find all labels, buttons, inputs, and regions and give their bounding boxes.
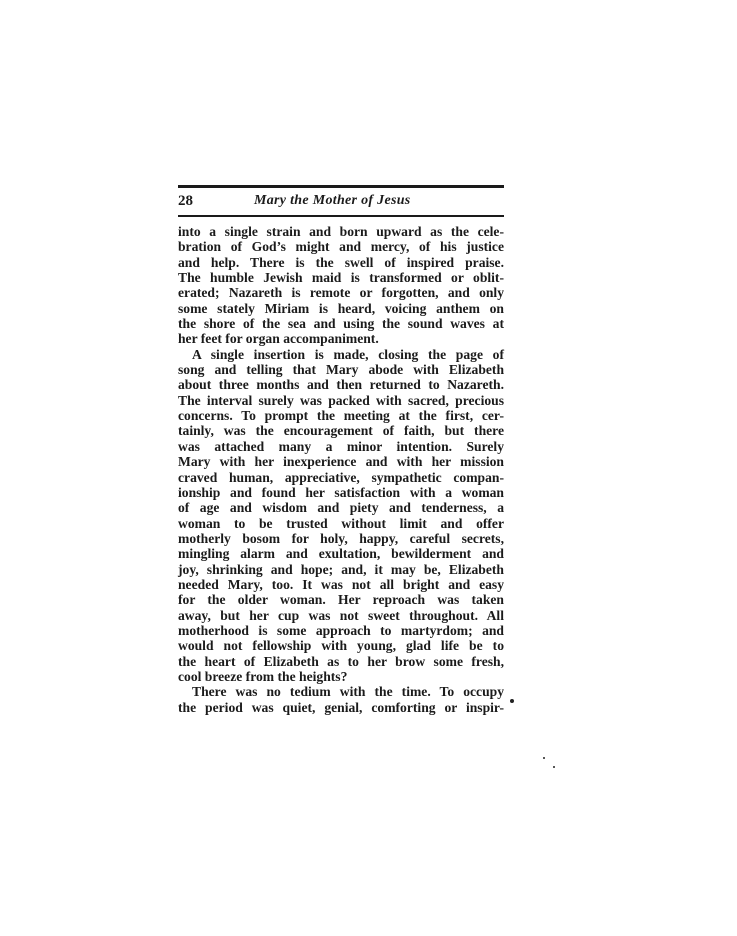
text-line: about three months and then returned to Nazareth. [178, 377, 504, 393]
text-line: joy, shrinking and hope; and, it may be, Elizabeth [178, 561, 504, 577]
text-line: woman to be trusted without limit and offer [178, 515, 504, 531]
text-line: song and telling that Mary abode with Elizabeth [178, 362, 504, 378]
page-number: 28 [178, 193, 193, 209]
text-line: motherly bosom for holy, happy, careful secrets, [178, 530, 504, 546]
text-line: erated; Nazareth is remote or forgotten, and only [178, 285, 504, 301]
page-header [178, 190, 504, 212]
text-line: A single insertion is made, closing the page of [192, 346, 504, 362]
text-line: cool breeze from the heights? [178, 668, 348, 684]
text-line: some stately Miriam is heard, voicing anthem on [178, 300, 504, 316]
scan-speck [543, 757, 545, 759]
text-line: ionship and found her satisfaction with a woman [178, 484, 504, 500]
text-line: for the older woman. Her reproach was taken [178, 592, 504, 608]
scan-speck [510, 699, 514, 703]
text-line: Mary with her inexperience and with her mission [178, 454, 504, 470]
body-text [178, 224, 504, 715]
text-line: away, but her cup was not sweet throughout. All [178, 607, 504, 623]
text-line: and help. There is the swell of inspired praise. [178, 254, 504, 270]
text-line: motherhood is some approach to martyrdom; and [178, 622, 504, 638]
text-line: tainly, was the encouragement of faith, but there [178, 423, 504, 439]
header-bottom-rule [178, 215, 504, 217]
scan-speck [553, 766, 555, 768]
text-line: the heart of Elizabeth as to her brow some fresh, [178, 653, 504, 669]
text-line: needed Mary, too. It was not all bright and easy [178, 576, 504, 592]
text-line: of age and wisdom and piety and tenderness, a [178, 500, 504, 516]
text-line: craved human, appreciative, sympathetic compan- [178, 469, 504, 485]
text-line: the period was quiet, genial, comforting or inspir- [178, 699, 504, 715]
text-line: There was no tedium with the time. To occupy [192, 684, 504, 700]
text-line: the shore of the sea and using the sound waves at [178, 316, 504, 332]
text-line: mingling alarm and exultation, bewilderment and [178, 546, 504, 562]
text-line: concerns. To prompt the meeting at the first, cer- [178, 408, 504, 424]
text-line: bration of God’s might and mercy, of his justice [178, 239, 504, 255]
header-top-rule [178, 185, 504, 188]
text-line: her feet for organ accompaniment. [178, 331, 379, 347]
text-line: The humble Jewish maid is transformed or oblit- [178, 270, 504, 286]
running-title: Mary the Mother of Jesus [254, 193, 411, 208]
text-line: was attached many a minor intention. Surely [178, 438, 504, 454]
text-line: would not fellowship with young, glad life be to [178, 638, 504, 654]
text-line: The interval surely was packed with sacred, precious [178, 392, 504, 408]
text-line: into a single strain and born upward as the cele- [178, 224, 504, 239]
